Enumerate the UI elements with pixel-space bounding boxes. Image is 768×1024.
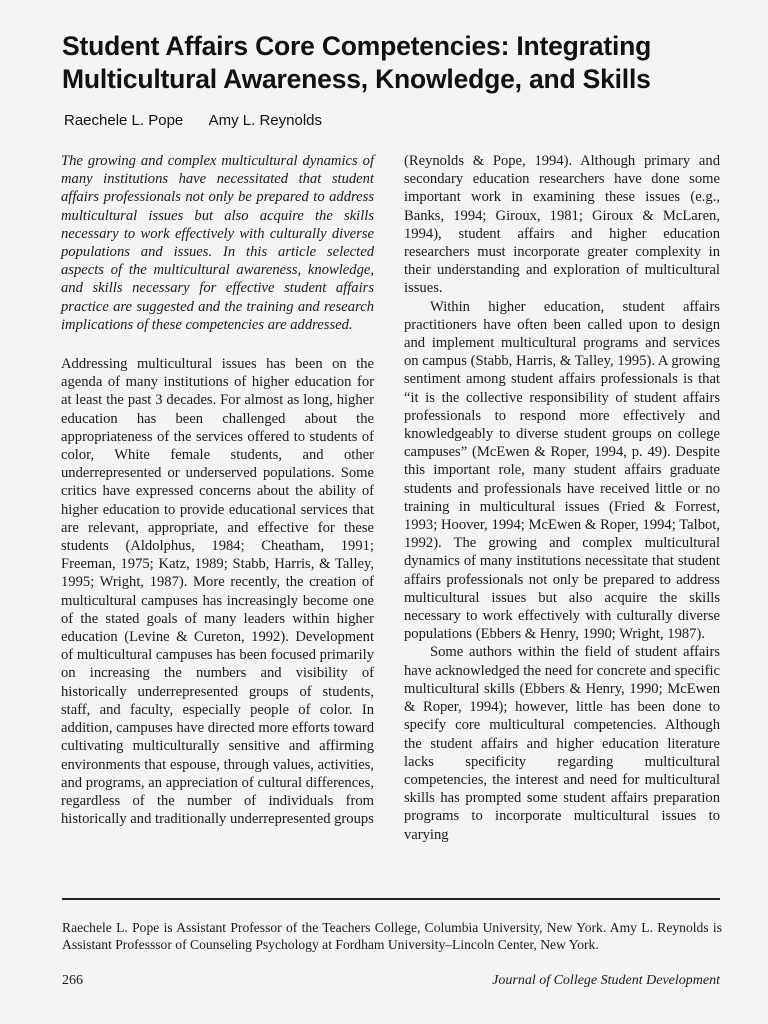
left-column bbox=[61, 152, 374, 828]
article-title: Student Affairs Core Competencies: Integrating Multicultural Awareness, Knowledge, and Skills bbox=[62, 31, 652, 94]
page-number: 266 bbox=[62, 973, 83, 988]
journal-name: Journal of College Student Development bbox=[492, 973, 720, 988]
author-name: Raechele L. Pope bbox=[64, 112, 184, 129]
author-line bbox=[64, 112, 344, 129]
footnote-rule bbox=[62, 898, 720, 900]
abstract: The growing and complex multicultural dynamics of many institutions have necessitated that student affairs professionals not only be prepared to address multicultural issues but also acquire the skills necessary to work effectively with culturally diverse populations and issues. In this article selected aspects of the multicultural awareness, knowledge, and skills necessary for effective student affairs practice are suggested and the training and research implications of these competencies are addressed. bbox=[61, 153, 374, 333]
author-name: Amy L. Reynolds bbox=[208, 112, 322, 129]
body-paragraph: Some authors within the field of student affairs have acknowledged the need for concrete and specific multicultural skills (Ebbers & Henry, 1990; McEwen & Roper, 1994); however, little has been done to specify core multicultural competencies. Although the student affairs and higher education literature lacks specificity regarding multicultural competencies, the interest and need for multicultural skills has prompted some student affairs preparation programs to incorporate multicultural issues to varying bbox=[404, 644, 720, 843]
body-paragraph: Within higher education, student affairs practitioners have often been called upon to design and implement multicultural programs and services on campus (Stabb, Harris, & Talley, 1995). A growing sentiment among student affairs professionals is that “it is the collective responsibility of student affairs professionals to respond more effectively and knowledgeably to diverse student groups on college campuses” (McEwen & Roper, 1994, p. 49). Despite this important role, many student affairs graduate students and professionals have received little or no training in multicultural issues (Fried & Forrest, 1993; Hoover, 1994; McEwen & Roper, 1994; Talbot, 1992). The growing and complex multicultural dynamics of many institutions necessitate that student affairs professionals not only be prepared to address multicultural issues but also acquire the skills necessary to work effectively with culturally diverse populations (Ebbers & Henry, 1990; Wright, 1987). bbox=[404, 298, 720, 643]
body-paragraph: (Reynolds & Pope, 1994). Although primary and secondary education researchers have done some important work in examining these issues (e.g., Banks, 1994; Giroux, 1981; Giroux & McLaren, 1994), student affairs and higher education researchers must incorporate greater complexity in their understanding and exploration of multicultural issues. bbox=[404, 153, 720, 297]
body-paragraph: Addressing multicultural issues has been on the agenda of many institutions of higher education for at least the past 3 decades. For almost as long, higher education has been challenged about the appropriateness of the services offered to students of color, White female students, and other underrepresented or underserved populations. Some critics have expressed concerns about the ability of higher education to provide educational services that are relevant, appropriate, and effective for these students (Aldolphus, 1984; Cheatham, 1991; Freeman, 1975; Katz, 1989; Stabb, Harris, & Talley, 1995; Wright, 1987). More recently, the creation of multicultural campuses has increasingly become one of the stated goals of many leaders within higher education (Levine & Cureton, 1992). Development of multicultural campuses has been focused primarily on increasing the numbers and visibility of historically underrepresented groups of students, staff, and faculty, especially people of color. In addition, campuses have directed more efforts toward cultivating multiculturally sensitive and affirming environments that espouse, through values, activities, and programs, an appreciation of cultural differences, regardless of the number of individuals from historically and traditionally underrepresented groups bbox=[61, 356, 374, 828]
right-column bbox=[404, 152, 720, 844]
author-footnote: Raechele L. Pope is Assistant Professor of the Teachers College, Columbia University, New York. Amy L. Reynolds is Assistant Professsor of Counseling Psychology at Fordham University–Lincoln Center, New York. bbox=[62, 919, 722, 952]
